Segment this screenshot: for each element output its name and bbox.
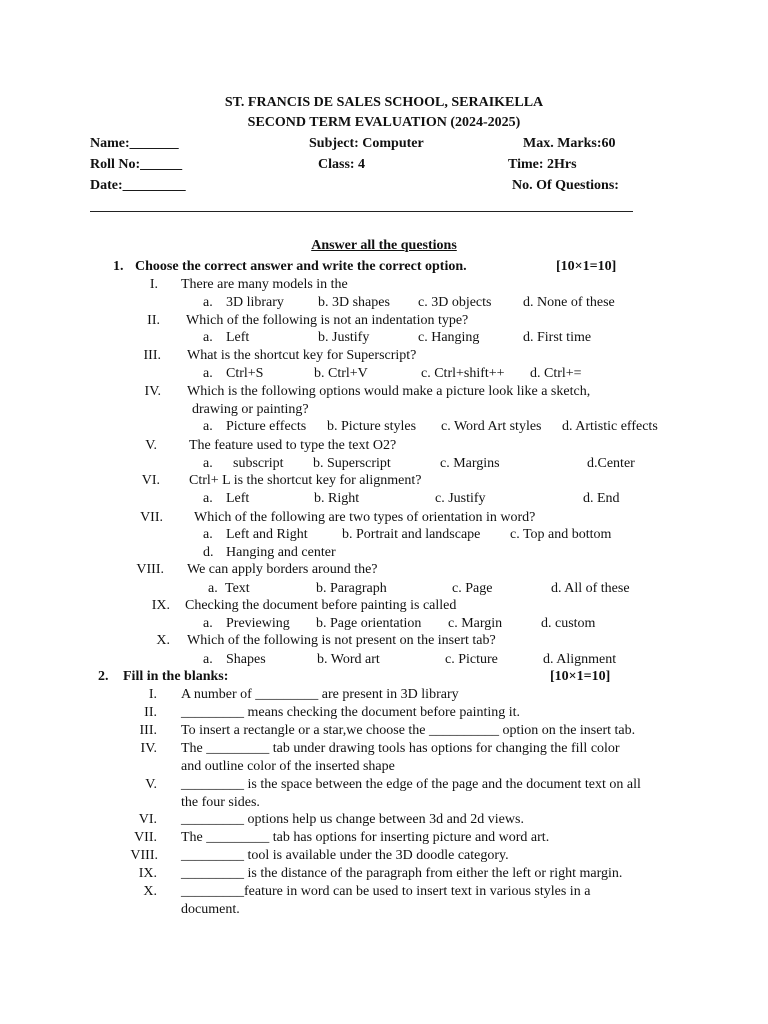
option: Shapes [226, 652, 266, 667]
q2-item-text: _________ is the distance of the paragraph from either the left or right margin. [181, 866, 623, 881]
option: c. Page [452, 581, 493, 596]
option: Picture effects [226, 419, 307, 434]
q1-item-text: Which of the following is not present on the insert tab? [187, 633, 496, 648]
option: d. custom [541, 616, 596, 631]
q1-item-text: Checking the document before painting is called [185, 598, 457, 613]
option: c. Margin [448, 616, 503, 631]
q1-item-number: VI. [141, 473, 160, 488]
option-letter: a. [203, 456, 213, 471]
option-letter: a. [203, 330, 213, 345]
option-letter: a. [203, 419, 213, 434]
roll-no-field: Roll No:______ [90, 157, 183, 172]
q1-item-number: III. [143, 348, 161, 363]
q1-item-number: IV. [144, 384, 161, 399]
q2-title: Fill in the blanks: [123, 669, 229, 684]
q1-item-number: II. [147, 313, 160, 328]
option-letter: a. [208, 581, 218, 596]
time-label: Time: 2Hrs [508, 157, 577, 172]
option: c. Picture [445, 652, 498, 667]
option: b. Superscript [313, 456, 391, 471]
option: Text [225, 581, 250, 596]
option: d. First time [523, 330, 592, 345]
q2-item-text: _________feature in word can be used to insert text in various styles in a [181, 884, 591, 899]
option: b. Page orientation [316, 616, 422, 631]
option-letter: a. [203, 366, 213, 381]
q2-item-text: _________ tool is available under the 3D doodle category. [181, 848, 509, 863]
option: d. End [583, 491, 620, 506]
option: Left [226, 330, 250, 345]
exam-title: SECOND TERM EVALUATION (2024-2025) [247, 115, 521, 130]
option: d. Artistic effects [562, 419, 658, 434]
option: c. 3D objects [418, 295, 492, 310]
subject-label: Subject: Computer [309, 136, 424, 151]
q2-item-number: IV. [140, 741, 157, 756]
class-label: Class: 4 [318, 157, 366, 172]
option: d.Center [587, 456, 635, 471]
option: Ctrl+S [226, 366, 264, 381]
q1-item-text: Which is the following options would make a picture look like a sketch, [187, 384, 591, 399]
option: b. Portrait and landscape [342, 527, 481, 542]
option: b. Picture styles [327, 419, 417, 434]
name-field: Name:_______ [90, 136, 179, 151]
q2-item-text: The _________ tab has options for inserting picture and word art. [181, 830, 550, 845]
q2-item-text-cont: and outline color of the inserted shape [181, 759, 395, 774]
option: Hanging and center [226, 545, 336, 560]
q1-item-text: Which of the following is not an indentation type? [186, 313, 469, 328]
q2-item-text: _________ options help us change between 3d and 2d views. [181, 812, 524, 827]
q1-marks: [10×1=10] [556, 259, 617, 274]
option: 3D library [226, 295, 284, 310]
q2-item-text-cont: the four sides. [181, 795, 260, 810]
option-letter: a. [203, 527, 213, 542]
option: Previewing [226, 616, 290, 631]
option: b. Justify [318, 330, 370, 345]
q1-item-number: V. [145, 438, 157, 453]
option: d. None of these [523, 295, 615, 310]
q2-item-number: VII. [134, 830, 157, 845]
q2-item-number: III. [139, 723, 157, 738]
q2-item-number: VI. [138, 812, 157, 827]
q1-item-number: VII. [140, 510, 163, 525]
q2-item-text: A number of _________ are present in 3D library [181, 687, 459, 702]
option: b. 3D shapes [318, 295, 390, 310]
option: c. Top and bottom [510, 527, 612, 542]
q2-item-number: V. [145, 777, 157, 792]
q1-item-number: VIII. [136, 562, 164, 577]
option: Left and Right [226, 527, 308, 542]
option: c. Hanging [418, 330, 480, 345]
option-letter: a. [203, 652, 213, 667]
q2-item-number: X. [143, 884, 157, 899]
option: b. Ctrl+V [314, 366, 368, 381]
q1-item-number: X. [156, 633, 170, 648]
q2-item-number: VIII. [130, 848, 158, 863]
q2-item-number: IX. [138, 866, 157, 881]
option: c. Justify [435, 491, 486, 506]
option: c. Word Art styles [441, 419, 542, 434]
option: d. All of these [551, 581, 630, 596]
q1-item-text-cont: drawing or painting? [192, 402, 309, 417]
q1-item-text: There are many models in the [181, 277, 348, 292]
q1-item-text: The feature used to type the text O2? [189, 438, 397, 453]
option: b. Paragraph [316, 581, 387, 596]
q2-item-text: The _________ tab under drawing tools has options for changing the fill color [181, 741, 620, 756]
option-letter: a. [203, 295, 213, 310]
option-letter: a. [203, 491, 213, 506]
q2-item-text: _________ means checking the document before painting it. [181, 705, 521, 720]
header-divider [90, 211, 633, 212]
q1-item-text: We can apply borders around the? [187, 562, 378, 577]
q2-item-number: II. [144, 705, 157, 720]
q1-number: 1. [113, 259, 124, 274]
option: d. Ctrl+= [530, 366, 582, 381]
q1-item-text: Which of the following are two types of orientation in word? [194, 510, 536, 525]
option: d. Alignment [543, 652, 617, 667]
q2-marks: [10×1=10] [550, 669, 611, 684]
option: c. Margins [440, 456, 500, 471]
q2-number: 2. [98, 669, 109, 684]
q2-item-text-cont: document. [181, 902, 240, 917]
school-name: ST. FRANCIS DE SALES SCHOOL, SERAIKELLA [224, 95, 544, 110]
option: b. Right [314, 491, 360, 506]
date-field: Date:_________ [90, 178, 186, 193]
instruction: Answer all the questions [311, 238, 457, 253]
q1-item-number: IX. [151, 598, 170, 613]
q1-title: Choose the correct answer and write the correct option. [135, 259, 467, 274]
option: subscript [233, 456, 284, 471]
num-questions-label: No. Of Questions: [512, 178, 619, 193]
option: Left [226, 491, 250, 506]
option: c. Ctrl+shift++ [421, 366, 505, 381]
max-marks-label: Max. Marks:60 [523, 136, 616, 151]
option-letter: d. [203, 545, 214, 560]
q1-item-number: I. [149, 277, 158, 292]
q2-item-text: _________ is the space between the edge of the page and the document text on all [181, 777, 641, 792]
q2-item-number: I. [148, 687, 157, 702]
q1-item-text: Ctrl+ L is the shortcut key for alignment? [189, 473, 422, 488]
q2-item-text: To insert a rectangle or a star,we choose the __________ option on the insert tab. [181, 723, 636, 738]
q1-item-text: What is the shortcut key for Superscript? [187, 348, 417, 363]
option-letter: a. [203, 616, 213, 631]
option: b. Word art [317, 652, 380, 667]
